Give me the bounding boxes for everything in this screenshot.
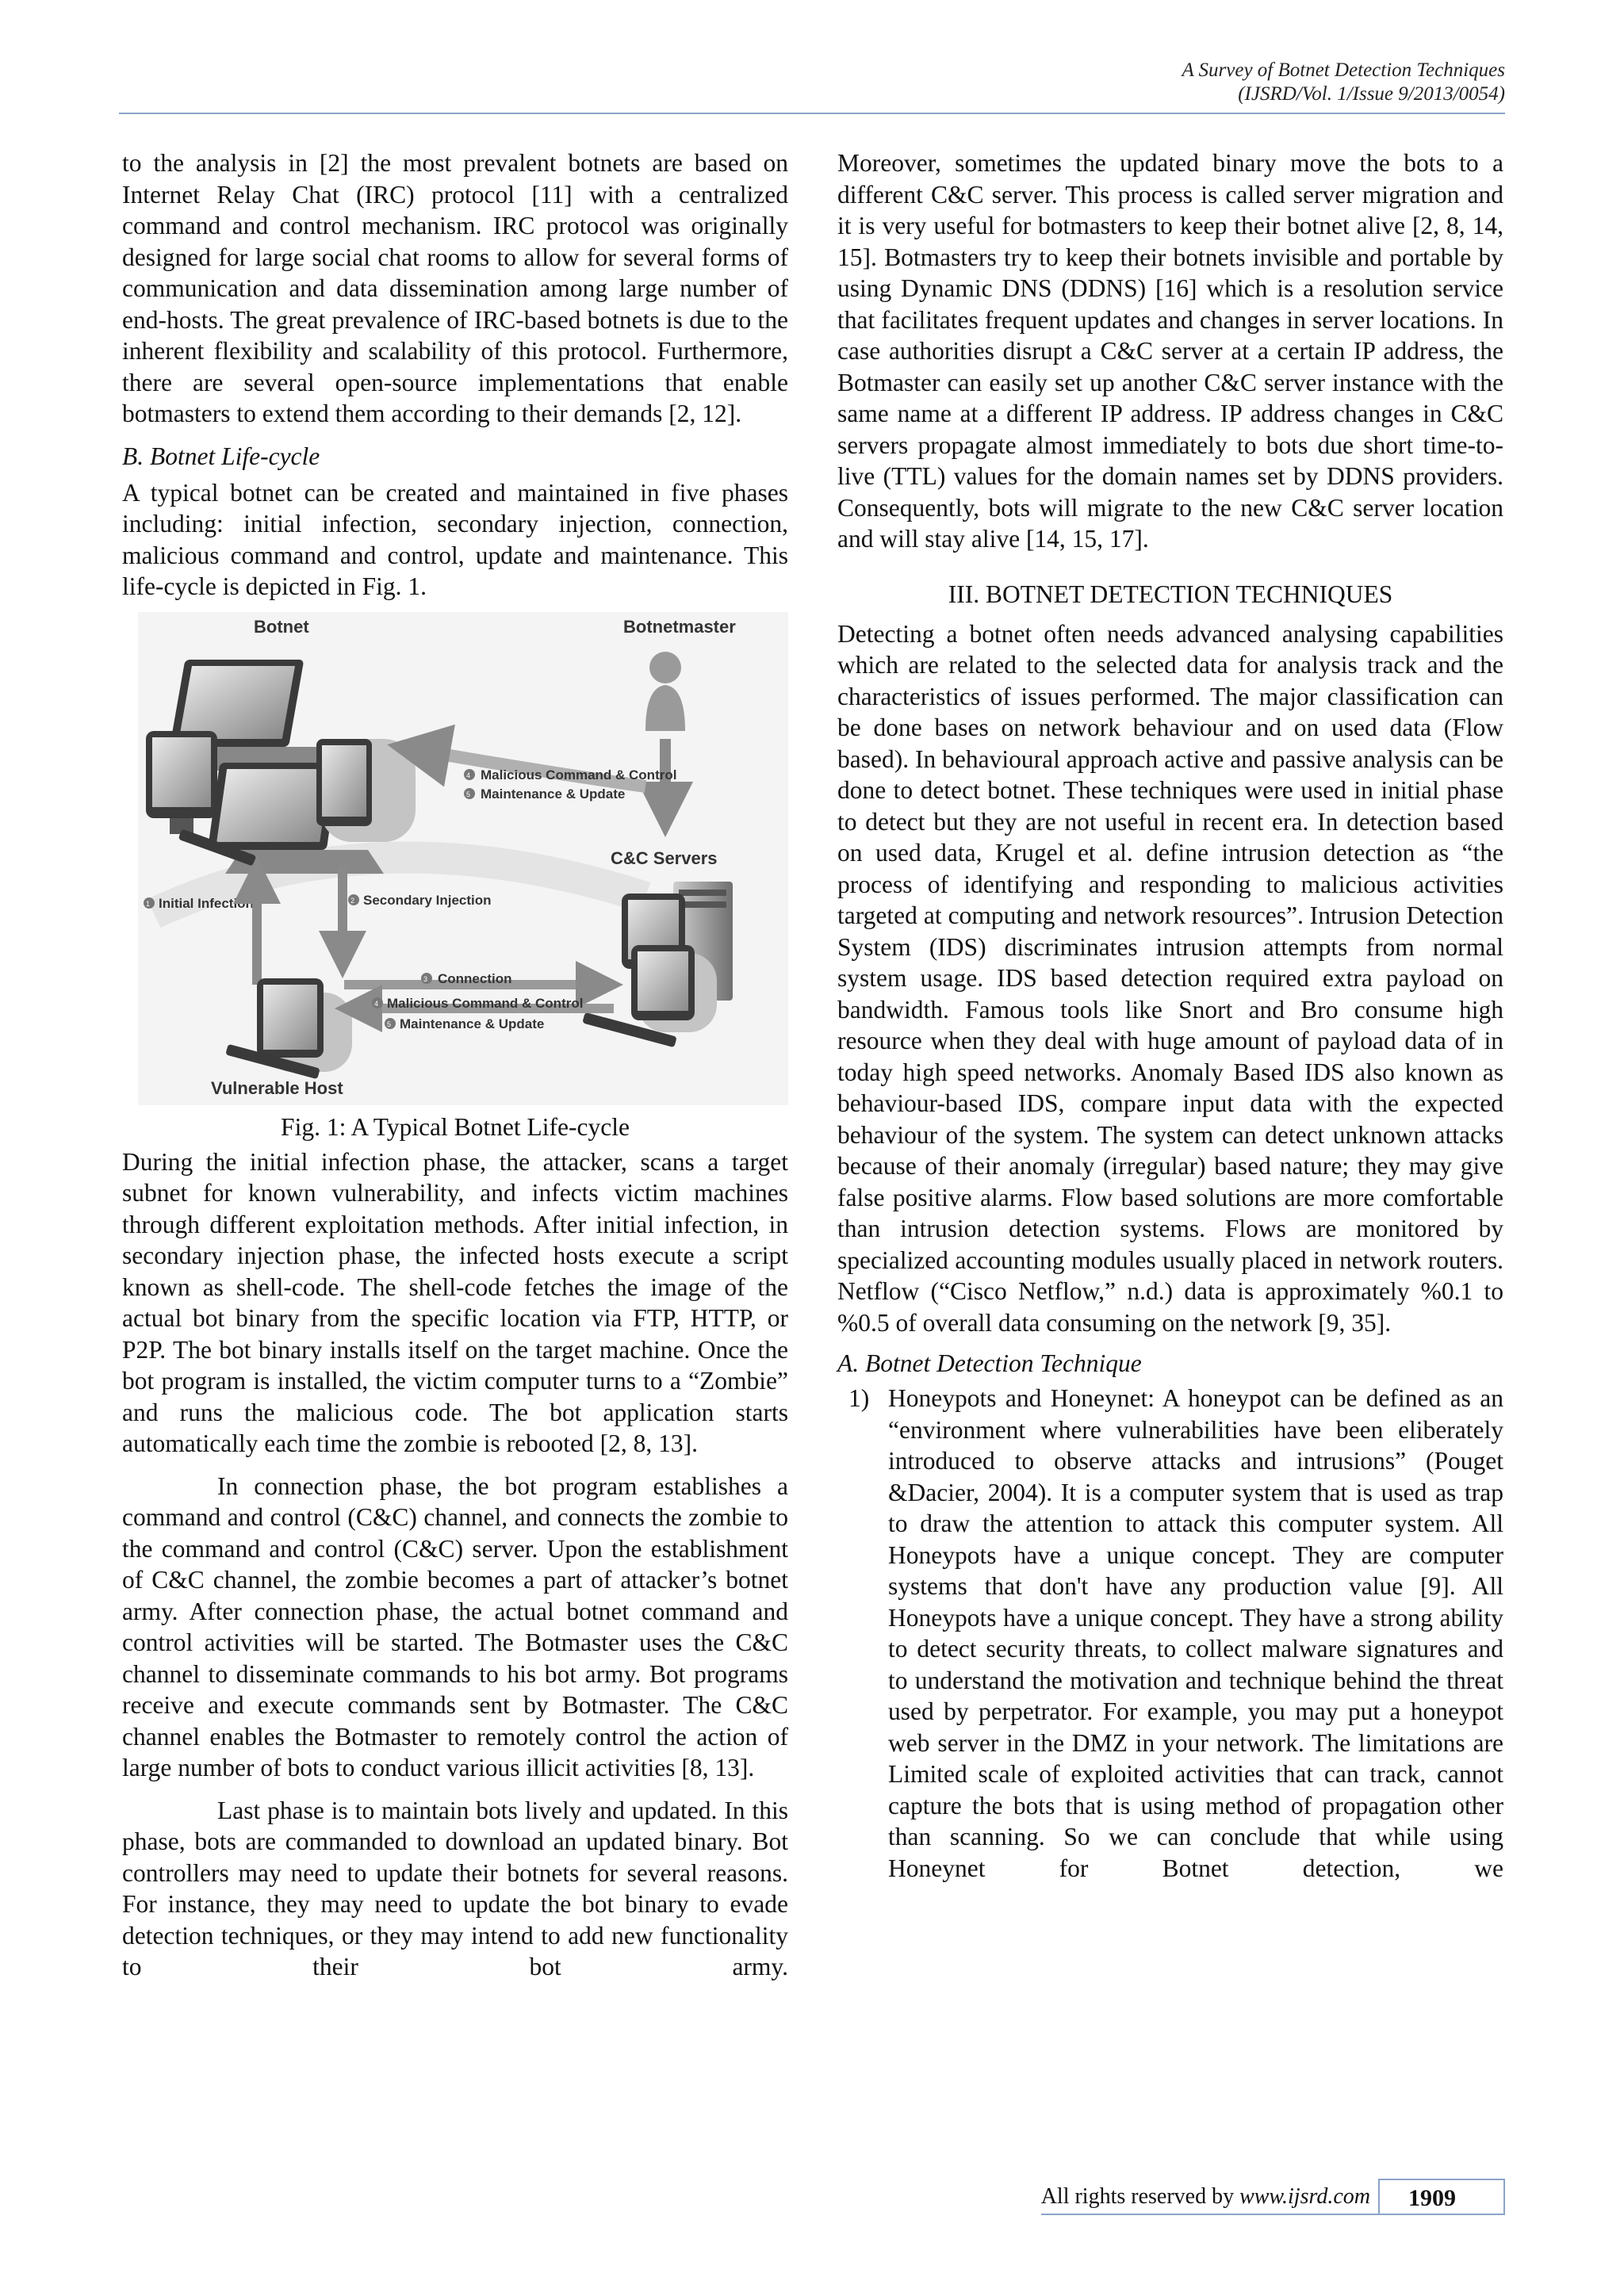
label-botnet: Botnet (254, 616, 309, 637)
label-cc-servers: C&C Servers (611, 848, 718, 868)
right-column (837, 147, 1503, 1884)
left-paragraph-4: In connection phase, the bot program establishes a command and control (C&C) channel, and connects the zombie to the command and control (C&C) server. Upon the establishment of C&C channel, the zombie becomes a part of attacker’s botnet army. After connection phase, the actual botnet command and control activities will be started. The Botmaster uses the C&C channel to disseminate commands to his bot army. Bot programs receive and execute commands sent by Botmaster. The C&C channel enables the Botmaster to remotely control the action of large number of bots to conduct various illicit activities [8, 13]. (122, 1471, 788, 1781)
left-paragraph-1: to the analysis in [2] the most prevalent botnets are based on Internet Relay Chat (IRC) protocol [11] with a centralized command and control mechanism. IRC protocol was originally designed for large social chat rooms to allow for several forms of communication and data dissemination among large number of end-hosts. The great prevalence of IRC-based botnets is due to the inherent flexibility and scalability of this protocol. Furthermore, there are several open-source implementations that enable botmasters to extend them according to their demands [2, 12]. (122, 149, 788, 427)
botnet-diagram (138, 612, 788, 1105)
step5-num-top: 5 (466, 790, 471, 798)
figure-botnet-life-cycle (138, 612, 788, 1105)
page-number: 1909 (1378, 2179, 1505, 2215)
header-journal: (IJSRD/Vol. 1/Issue 9/2013/0054) (1238, 83, 1505, 105)
header-title: A Survey of Botnet Detection Techniques (1182, 59, 1505, 81)
step4-num-top: 4 (466, 771, 471, 779)
header-rule (119, 113, 1505, 114)
left-column (122, 147, 788, 1983)
subheading-botnet-life-cycle: B. Botnet Life-cycle (122, 442, 320, 470)
step1-num: 1 (146, 899, 151, 908)
right-paragraph-2: Detecting a botnet often needs advanced analysing capabilities which are related to the selected data for analysis track and the characteristics of issues performed. The major classification can be done bases on network behaviour and on used data (Flow based). In behavioural approach active and passive analysis can be done to detect botnet. These techniques were used in initial phase to detect but they are not useful in recent era. In detection based on used data, Krugel et al. define intrusion detection as “the process of identifying and responding to malicious activities targeted at computing and network resources”. Intrusion Detection System (IDS) discriminates intrusion attempts from normal system usage. IDS based detection required extra payload on bandwidth. Famous tools like Snort and Bro consume high resource when they deal with huge amount of payload data of in today high speed networks. Anomaly Based IDS also known as behaviour-based IDS, compare input data with the expected behaviour of the system. The system can detect unknown attacks because of their anomaly (irregular) based nature; they may give false positive alarms. Flow based solutions are more comfortable than intrusion detection systems. Flows are monitored by specialized accounting modules usually placed in network routers. Netflow (“Cisco Netflow,” n.d.) data is approximately %0.1 to %0.5 of overall data consuming on the network [9, 35]. (837, 619, 1503, 1337)
left-paragraph-3: During the initial infection phase, the attacker, scans a target subnet for known vulnerability, and infects victim machines through different exploitation methods. After initial infection, in secondary injection phase, the infected hosts execute a script known as shell-code. The shell-code fetches the image of the actual bot binary from the specific location via FTP, HTTP, or P2P. The bot binary installs itself on the target machine. Once the bot program is installed, the victim computer turns to a “Zombie” and runs the malicious code. The bot application starts automatically each time the zombie is rebooted [2, 8, 13]. (122, 1147, 788, 1457)
left-paragraph-5: Last phase is to maintain bots lively and updated. In this phase, bots are commanded to download an updated binary. Bot controllers may need to update their botnets for several reasons. For instance, they may need to update the bot binary to evade detection techniques, or they may intend to add new functionality to their bot army. (122, 1796, 788, 1980)
label-malicious-cc: Malicious Command & Control (387, 995, 584, 1011)
footer-site-link[interactable]: www.ijsrd.com (1239, 2184, 1370, 2209)
right-paragraph-1: Moreover, sometimes the updated binary move the bots to a different C&C server. This process is called server migration and it is very useful for botmasters to keep their botnet alive [2, 8, 14, 15]. Botmasters try to keep their botnets invisible and portable by using Dynamic DNS (DDNS) [16] which is a resolution service that facilitates frequent updates and changes in server locations. In case authorities disrupt a C&C server at a certain IP address, the Botmaster can easily set up another C&C server instance with the same name at a different IP address. IP address changes in C&C servers propagate almost immediately to bots due short time-to-live (TTL) values for the domain names set by DDNS providers. Consequently, bots will migrate to the new C&C server location and will stay alive [14, 15, 17]. (837, 149, 1503, 553)
label-connection: Connection (438, 970, 512, 986)
section-heading-detection: III. BOTNET DETECTION TECHNIQUES (948, 580, 1393, 608)
label-botmaster: Botnetmaster (623, 616, 736, 637)
label-vulnerable-host: Vulnerable Host (211, 1077, 343, 1098)
list-item-honeypots (837, 1383, 1503, 1884)
label-initial-infection: Initial Infection (159, 895, 254, 911)
footer-rights-text: All rights reserved by (1040, 2184, 1240, 2209)
step2-num: 2 (350, 896, 355, 905)
figure-caption: Fig. 1: A Typical Botnet Life-cycle (281, 1112, 630, 1141)
running-header (1182, 59, 1505, 106)
list-item-text: Honeypots and Honeynet: A honeypot can be defined as an “environment where vulnerabilities have been eliberately introduced to observe attacks and intrusions” (Pouget &Dacier, 2004). It is a computer system that is used as trap to draw the attention to attack this computer system. All Honeypots have a unique concept. They are computer systems that don't have any production value [9]. All Honeypots have a unique concept. They have a strong ability to detect security threats, to collect malware signatures and to understand the motivation and technique behind the threat used by perpetrator. For example, you may put a honeypot web server in the DMZ in your network. The limitations are Limited scale of exploited activities that can track, cannot capture the bots that is using method of propagation other than scanning. So we can conclude that while using Honeynet for Botnet detection, we (888, 1384, 1503, 1882)
label-malicious-cc-top: Malicious Command & Control (481, 767, 677, 783)
label-maintenance-top: Maintenance & Update (481, 786, 626, 802)
page-footer (1041, 2179, 1505, 2215)
label-maintenance: Maintenance & Update (400, 1016, 545, 1031)
step4-num: 4 (374, 999, 379, 1008)
step5-num: 5 (387, 1020, 392, 1028)
footer-rights (1041, 2183, 1378, 2215)
label-secondary-injection: Secondary Injection (363, 892, 492, 908)
list-item-number: 1) (848, 1384, 870, 1412)
step3-num: 3 (423, 974, 428, 983)
subheading-detection-technique: A. Botnet Detection Technique (837, 1349, 1142, 1377)
left-paragraph-2: A typical botnet can be created and maintained in five phases including: initial infection, secondary injection, connection, malicious command and control, update and maintenance. This life-cycle is depicted in Fig. 1. (122, 478, 788, 600)
